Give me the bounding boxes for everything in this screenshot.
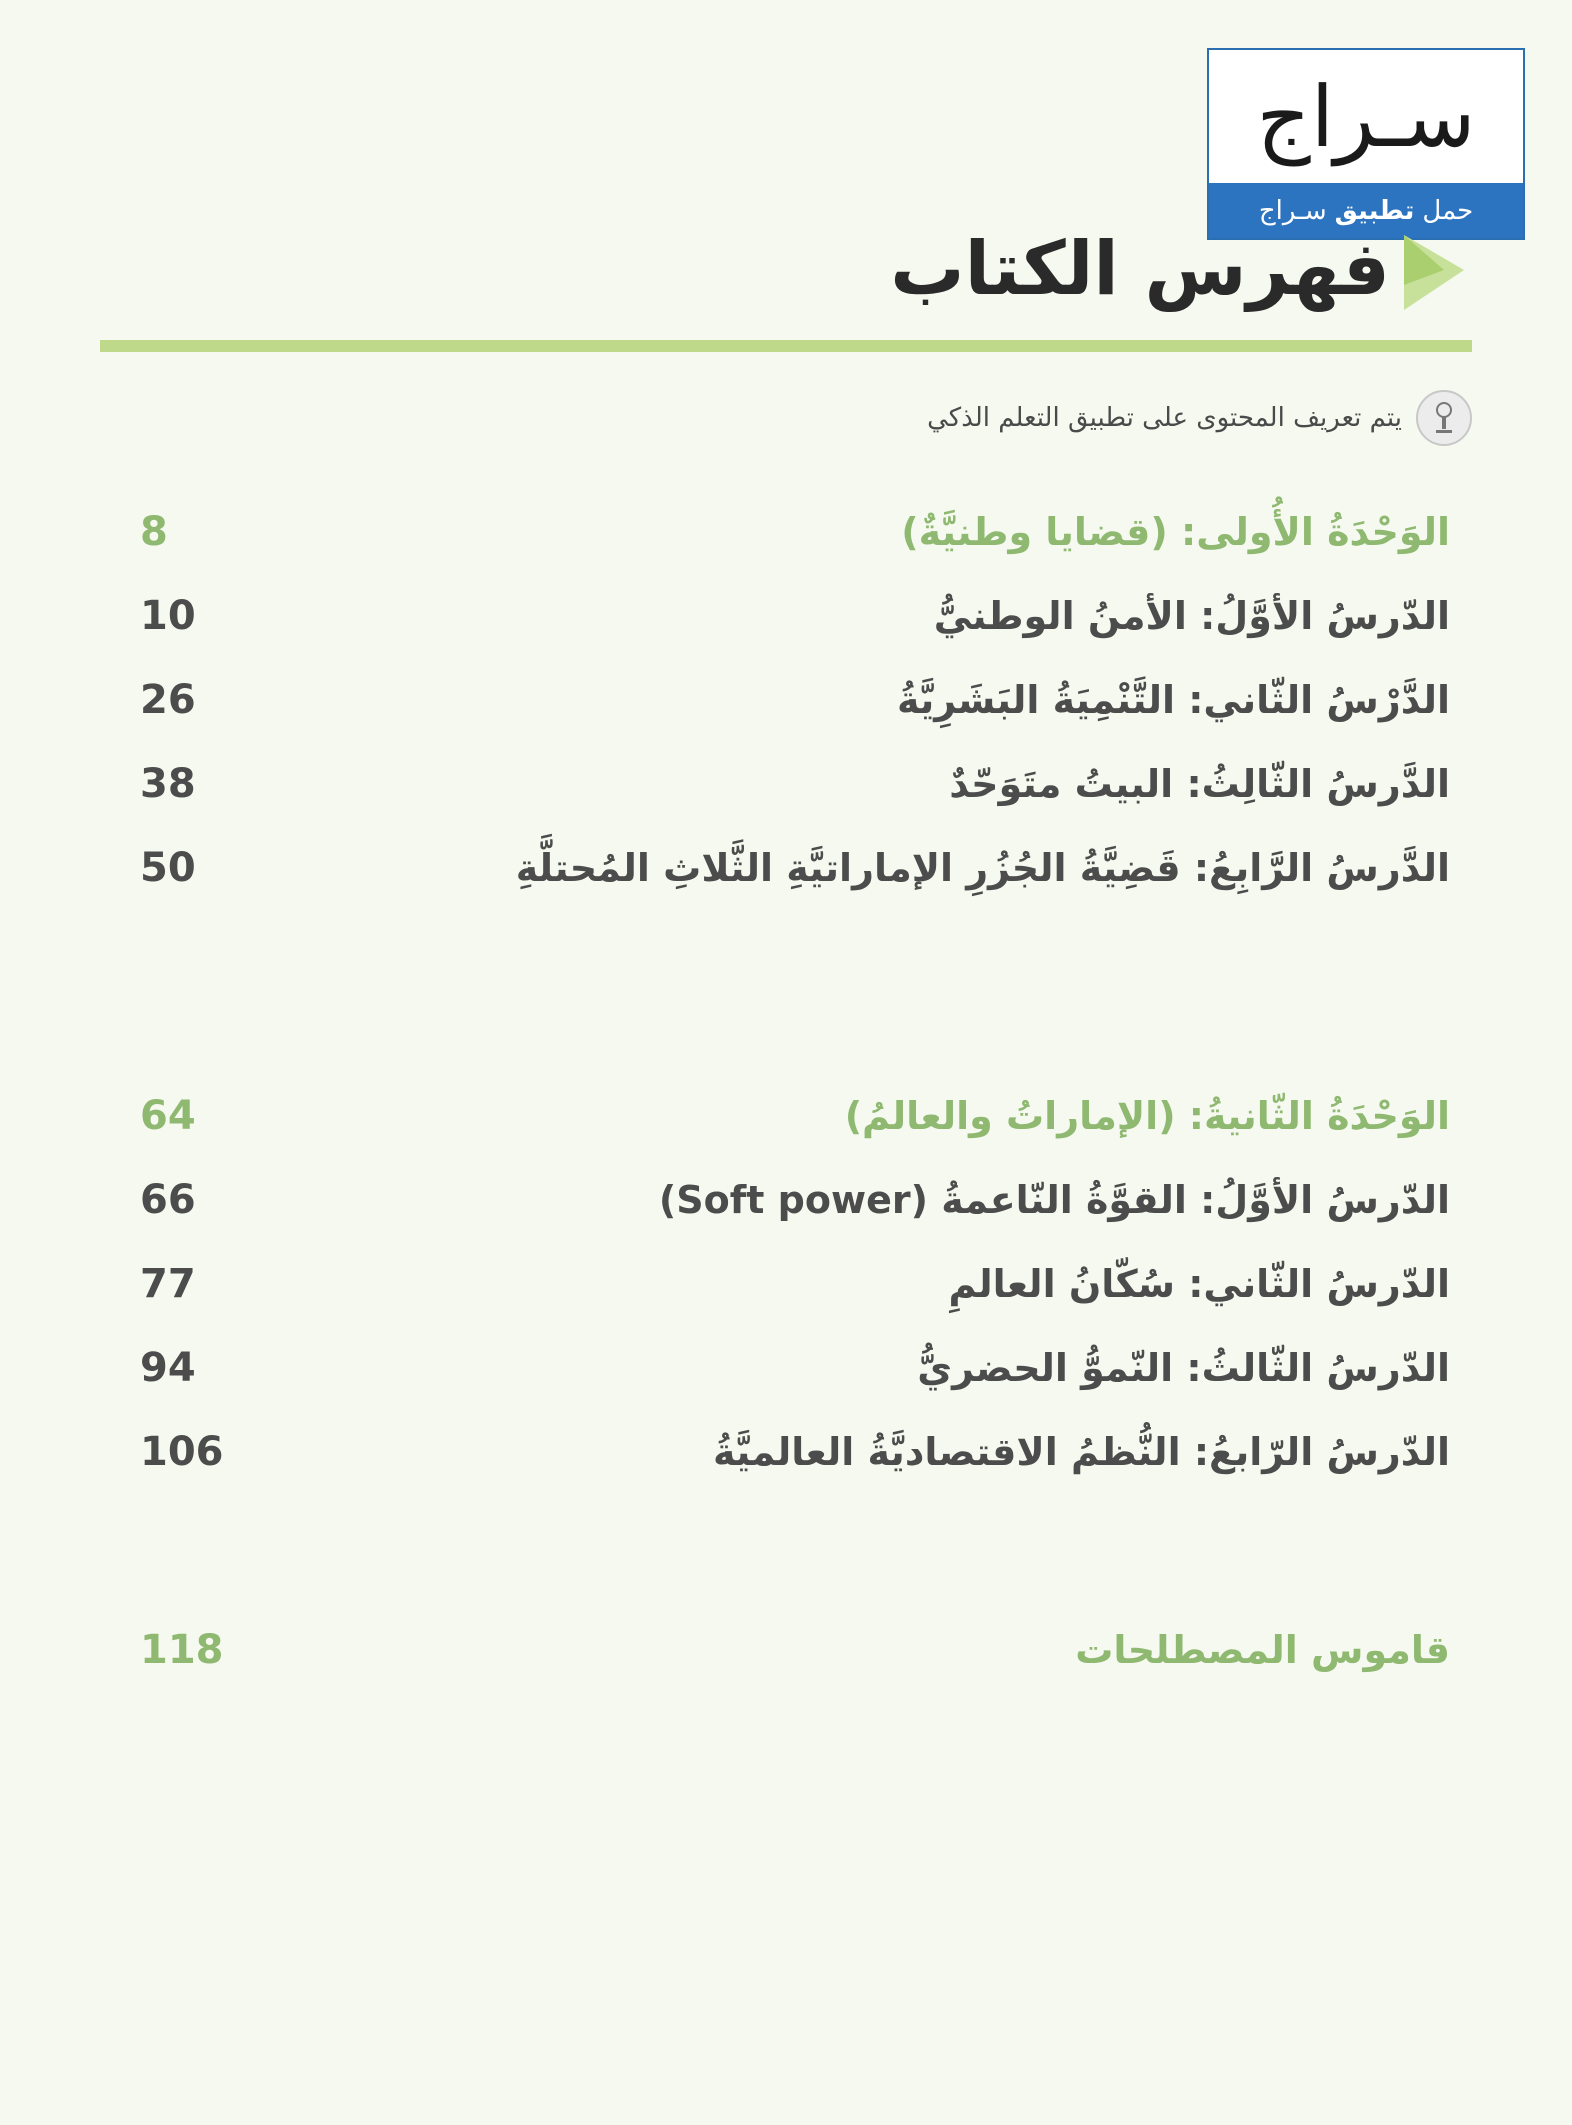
toc-entry-label: الدّرسُ الثّاني: سُكّانُ العالمِ xyxy=(948,1262,1450,1306)
logo-wordmark-area xyxy=(1209,50,1523,183)
toc-page-number: 94 xyxy=(140,1345,196,1391)
logo-tagline-bold: تطبيق xyxy=(1334,195,1415,226)
toc-page-number: 26 xyxy=(140,677,196,723)
smart-learning-note-text: يتم تعريف المحتوى على تطبيق التعلم الذكي xyxy=(927,403,1402,433)
toc-lesson-row[interactable] xyxy=(140,1158,1450,1242)
toc-entry-label: الدّرسُ الأوَّلُ: الأمنُ الوطنيُّ xyxy=(933,594,1450,638)
section-spacer xyxy=(140,910,1450,1074)
toc-entry-label: الدَّرسُ الرَّابِعُ: قَضِيَّةُ الجُزُرِ الإماراتيَّةِ الثَّلاثِ المُحتلَّةِ xyxy=(515,846,1450,890)
logo-tagline-prefix: حمل xyxy=(1422,195,1474,226)
siraj-logo xyxy=(1207,48,1525,240)
page-title: فهرس الكتاب xyxy=(890,226,1390,313)
toc-lesson-row[interactable] xyxy=(140,826,1450,910)
title-divider xyxy=(100,340,1472,352)
toc-entry-label: الدّرسُ الأوَّلُ: القوَّةُ النّاعمةُ (Soft power) xyxy=(658,1178,1450,1222)
toc-entry-label: الدَّرسُ الثّالِثُ: البيتُ متَوَحّدٌ xyxy=(949,762,1450,806)
logo-wordmark: سـراج xyxy=(1256,67,1476,166)
toc-page-number: 50 xyxy=(140,845,196,891)
title-block xyxy=(890,225,1464,315)
toc-entry-label: الوَحْدَةُ الأُولى: (قضايا وطنيَّةٌ) xyxy=(901,510,1450,554)
toc-lesson-row[interactable] xyxy=(140,658,1450,742)
toc-page-number: 8 xyxy=(140,509,168,555)
toc-page-number: 118 xyxy=(140,1627,224,1673)
toc-unit-2[interactable] xyxy=(140,1074,1450,1158)
toc-entry-label: الدّرسُ الرّابعُ: النُّظمُ الاقتصاديَّةُ العالميَّةُ xyxy=(712,1430,1450,1474)
smart-app-icon xyxy=(1416,390,1472,446)
section-spacer xyxy=(140,1494,1450,1608)
toc-page-number: 64 xyxy=(140,1093,196,1139)
leaf-decoration-icon xyxy=(1404,225,1464,315)
toc-lesson-row[interactable] xyxy=(140,1410,1450,1494)
toc-entry-label: الدّرسُ الثّالثُ: النّموُّ الحضريُّ xyxy=(917,1346,1450,1390)
table-of-contents xyxy=(140,490,1450,1692)
toc-entry-label: قاموس المصطلحات xyxy=(1075,1628,1450,1672)
toc-lesson-row[interactable] xyxy=(140,574,1450,658)
toc-unit-1[interactable] xyxy=(140,490,1450,574)
toc-entry-label: الدَّرْسُ الثّاني: التَّنْمِيَةُ البَشَرِيَّةُ xyxy=(896,678,1450,722)
toc-lesson-row[interactable] xyxy=(140,1242,1450,1326)
toc-page-number: 38 xyxy=(140,761,196,807)
smart-learning-note xyxy=(927,390,1472,446)
toc-lesson-row[interactable] xyxy=(140,1326,1450,1410)
toc-glossary[interactable] xyxy=(140,1608,1450,1692)
toc-lesson-row[interactable] xyxy=(140,742,1450,826)
toc-entry-label: الوَحْدَةُ الثّانيةُ: (الإماراتُ والعالمُ) xyxy=(844,1094,1450,1138)
toc-page-number: 66 xyxy=(140,1177,196,1223)
toc-page-number: 77 xyxy=(140,1261,196,1307)
toc-page-number: 106 xyxy=(140,1429,224,1475)
logo-tagline-suffix: سـراج xyxy=(1258,195,1327,226)
toc-page-number: 10 xyxy=(140,593,196,639)
